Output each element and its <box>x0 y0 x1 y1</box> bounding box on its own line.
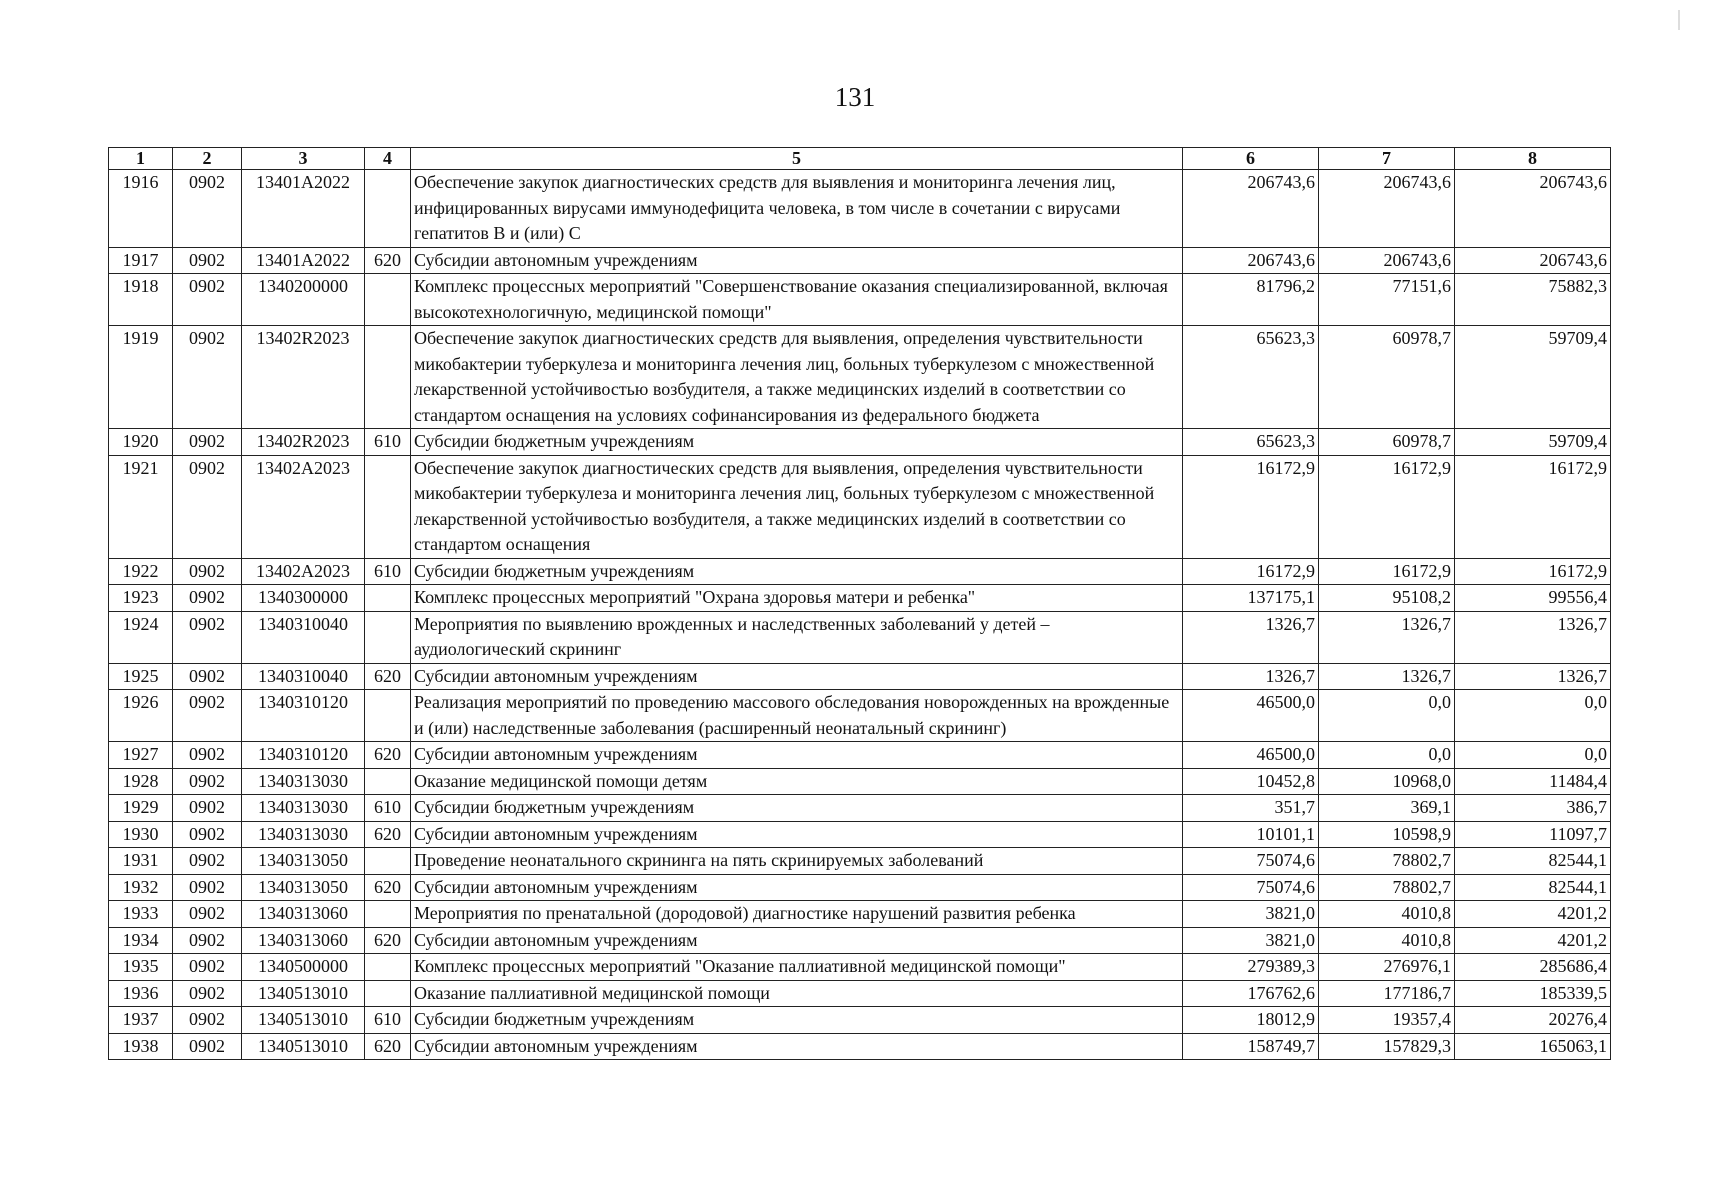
amount-col6: 65623,3 <box>1183 429 1319 456</box>
table-row <box>109 848 1611 875</box>
amount-col7: 206743,6 <box>1319 170 1455 248</box>
target-article: 13402R2023 <box>242 429 365 456</box>
amount-col7: 1326,7 <box>1319 611 1455 663</box>
item-name: Мероприятия по пренатальной (дородовой) диагностике нарушений развития ребенка <box>411 901 1183 928</box>
amount-col6: 18012,9 <box>1183 1007 1319 1034</box>
amount-col7: 16172,9 <box>1319 455 1455 558</box>
amount-col8: 11097,7 <box>1455 821 1611 848</box>
amount-col8: 0,0 <box>1455 742 1611 769</box>
scan-artifact <box>1678 10 1680 30</box>
amount-col6: 158749,7 <box>1183 1033 1319 1060</box>
expense-type: 610 <box>365 558 411 585</box>
amount-col7: 276976,1 <box>1319 954 1455 981</box>
amount-col7: 78802,7 <box>1319 874 1455 901</box>
item-name: Субсидии автономным учреждениям <box>411 247 1183 274</box>
amount-col8: 185339,5 <box>1455 980 1611 1007</box>
amount-col8: 16172,9 <box>1455 455 1611 558</box>
target-article: 1340313030 <box>242 795 365 822</box>
expense-type: 620 <box>365 927 411 954</box>
expense-type: 610 <box>365 795 411 822</box>
expense-type <box>365 848 411 875</box>
section-code: 0902 <box>173 821 242 848</box>
table-body <box>109 148 1611 1060</box>
row-number: 1929 <box>109 795 173 822</box>
row-number: 1926 <box>109 690 173 742</box>
expense-type <box>365 326 411 429</box>
item-name: Комплекс процессных мероприятий "Охрана здоровья матери и ребенка" <box>411 585 1183 612</box>
amount-col8: 59709,4 <box>1455 429 1611 456</box>
amount-col6: 137175,1 <box>1183 585 1319 612</box>
target-article: 13401A2022 <box>242 247 365 274</box>
amount-col7: 77151,6 <box>1319 274 1455 326</box>
amount-col6: 3821,0 <box>1183 927 1319 954</box>
col-header-2: 2 <box>173 148 242 170</box>
header-row <box>109 148 1611 170</box>
section-code: 0902 <box>173 455 242 558</box>
col-header-6: 6 <box>1183 148 1319 170</box>
table-row <box>109 247 1611 274</box>
table-row <box>109 874 1611 901</box>
table-row <box>109 980 1611 1007</box>
amount-col8: 16172,9 <box>1455 558 1611 585</box>
expense-type: 620 <box>365 1033 411 1060</box>
item-name: Проведение неонатального скрининга на пять скринируемых заболеваний <box>411 848 1183 875</box>
expense-type: 620 <box>365 821 411 848</box>
amount-col7: 19357,4 <box>1319 1007 1455 1034</box>
table-row <box>109 455 1611 558</box>
section-code: 0902 <box>173 795 242 822</box>
item-name: Субсидии бюджетным учреждениям <box>411 795 1183 822</box>
item-name: Оказание медицинской помощи детям <box>411 768 1183 795</box>
table-row <box>109 274 1611 326</box>
row-number: 1928 <box>109 768 173 795</box>
amount-col6: 46500,0 <box>1183 690 1319 742</box>
amount-col7: 157829,3 <box>1319 1033 1455 1060</box>
amount-col6: 10452,8 <box>1183 768 1319 795</box>
item-name: Оказание паллиативной медицинской помощи <box>411 980 1183 1007</box>
amount-col7: 60978,7 <box>1319 326 1455 429</box>
amount-col6: 16172,9 <box>1183 455 1319 558</box>
table-row <box>109 795 1611 822</box>
table-row <box>109 821 1611 848</box>
target-article: 1340513010 <box>242 980 365 1007</box>
table-row <box>109 558 1611 585</box>
table-row <box>109 326 1611 429</box>
amount-col8: 0,0 <box>1455 690 1611 742</box>
row-number: 1932 <box>109 874 173 901</box>
section-code: 0902 <box>173 558 242 585</box>
table-row <box>109 611 1611 663</box>
expense-type: 610 <box>365 1007 411 1034</box>
table-row <box>109 1007 1611 1034</box>
item-name: Реализация мероприятий по проведению массового обследования новорожденных на врожденные и (или) наследственные заболевания (расширенный неонатальный скрининг) <box>411 690 1183 742</box>
item-name: Субсидии бюджетным учреждениям <box>411 429 1183 456</box>
expense-type <box>365 980 411 1007</box>
amount-col6: 351,7 <box>1183 795 1319 822</box>
row-number: 1924 <box>109 611 173 663</box>
expense-type <box>365 455 411 558</box>
row-number: 1919 <box>109 326 173 429</box>
row-number: 1936 <box>109 980 173 1007</box>
row-number: 1916 <box>109 170 173 248</box>
amount-col8: 1326,7 <box>1455 611 1611 663</box>
col-header-3: 3 <box>242 148 365 170</box>
table-row <box>109 927 1611 954</box>
expense-type <box>365 585 411 612</box>
item-name: Субсидии автономным учреждениям <box>411 663 1183 690</box>
row-number: 1918 <box>109 274 173 326</box>
row-number: 1921 <box>109 455 173 558</box>
row-number: 1923 <box>109 585 173 612</box>
target-article: 1340200000 <box>242 274 365 326</box>
target-article: 13402A2023 <box>242 558 365 585</box>
target-article: 1340500000 <box>242 954 365 981</box>
section-code: 0902 <box>173 980 242 1007</box>
expense-type <box>365 901 411 928</box>
target-article: 1340313050 <box>242 874 365 901</box>
target-article: 1340313030 <box>242 821 365 848</box>
section-code: 0902 <box>173 768 242 795</box>
amount-col6: 16172,9 <box>1183 558 1319 585</box>
row-number: 1934 <box>109 927 173 954</box>
amount-col8: 4201,2 <box>1455 901 1611 928</box>
section-code: 0902 <box>173 274 242 326</box>
col-header-8: 8 <box>1455 148 1611 170</box>
item-name: Обеспечение закупок диагностических средств для выявления, определения чувствительности микобактерии туберкулеза и мониторинга лечения лиц, больных туберкулезом с множественной лекарственной устойчивостью возбудителя, а также медицинских изделий в соответствии со стандартом оснащения <box>411 455 1183 558</box>
item-name: Субсидии автономным учреждениям <box>411 927 1183 954</box>
table-row <box>109 170 1611 248</box>
amount-col6: 206743,6 <box>1183 247 1319 274</box>
col-header-5: 5 <box>411 148 1183 170</box>
section-code: 0902 <box>173 247 242 274</box>
col-header-4: 4 <box>365 148 411 170</box>
table-row <box>109 768 1611 795</box>
row-number: 1935 <box>109 954 173 981</box>
section-code: 0902 <box>173 742 242 769</box>
expense-type <box>365 690 411 742</box>
item-name: Субсидии бюджетным учреждениям <box>411 558 1183 585</box>
target-article: 1340313050 <box>242 848 365 875</box>
item-name: Субсидии автономным учреждениям <box>411 1033 1183 1060</box>
amount-col8: 82544,1 <box>1455 848 1611 875</box>
amount-col7: 206743,6 <box>1319 247 1455 274</box>
section-code: 0902 <box>173 848 242 875</box>
target-article: 13401A2022 <box>242 170 365 248</box>
expense-type: 620 <box>365 247 411 274</box>
table-row <box>109 585 1611 612</box>
row-number: 1920 <box>109 429 173 456</box>
amount-col6: 65623,3 <box>1183 326 1319 429</box>
item-name: Обеспечение закупок диагностических средств для выявления, определения чувствительности микобактерии туберкулеза и мониторинга лечения лиц, больных туберкулезом с множественной лекарственной устойчивостью возбудителя, а также медицинских изделий в соответствии со стандартом оснащения на условиях софинансирования из федерального бюджета <box>411 326 1183 429</box>
amount-col7: 0,0 <box>1319 742 1455 769</box>
target-article: 1340310040 <box>242 663 365 690</box>
amount-col8: 20276,4 <box>1455 1007 1611 1034</box>
table-row <box>109 954 1611 981</box>
target-article: 1340310120 <box>242 742 365 769</box>
target-article: 1340313030 <box>242 768 365 795</box>
amount-col6: 206743,6 <box>1183 170 1319 248</box>
item-name: Мероприятия по выявлению врожденных и наследственных заболеваний у детей – аудиологический скрининг <box>411 611 1183 663</box>
section-code: 0902 <box>173 611 242 663</box>
amount-col7: 177186,7 <box>1319 980 1455 1007</box>
target-article: 1340313060 <box>242 901 365 928</box>
amount-col7: 4010,8 <box>1319 901 1455 928</box>
section-code: 0902 <box>173 901 242 928</box>
row-number: 1930 <box>109 821 173 848</box>
amount-col8: 1326,7 <box>1455 663 1611 690</box>
amount-col6: 81796,2 <box>1183 274 1319 326</box>
target-article: 13402R2023 <box>242 326 365 429</box>
expense-type <box>365 274 411 326</box>
target-article: 1340513010 <box>242 1033 365 1060</box>
row-number: 1927 <box>109 742 173 769</box>
amount-col8: 99556,4 <box>1455 585 1611 612</box>
table-row <box>109 429 1611 456</box>
amount-col8: 75882,3 <box>1455 274 1611 326</box>
amount-col6: 75074,6 <box>1183 874 1319 901</box>
target-article: 1340310040 <box>242 611 365 663</box>
page-number: 131 <box>834 82 876 112</box>
target-article: 1340300000 <box>242 585 365 612</box>
section-code: 0902 <box>173 927 242 954</box>
col-header-7: 7 <box>1319 148 1455 170</box>
table-row <box>109 742 1611 769</box>
table-row <box>109 690 1611 742</box>
expense-type: 620 <box>365 874 411 901</box>
section-code: 0902 <box>173 690 242 742</box>
amount-col8: 206743,6 <box>1455 247 1611 274</box>
item-name: Субсидии автономным учреждениям <box>411 742 1183 769</box>
section-code: 0902 <box>173 585 242 612</box>
expense-type: 620 <box>365 663 411 690</box>
amount-col6: 1326,7 <box>1183 663 1319 690</box>
section-code: 0902 <box>173 170 242 248</box>
expense-type <box>365 768 411 795</box>
section-code: 0902 <box>173 874 242 901</box>
expense-type <box>365 954 411 981</box>
amount-col7: 16172,9 <box>1319 558 1455 585</box>
amount-col6: 176762,6 <box>1183 980 1319 1007</box>
amount-col8: 4201,2 <box>1455 927 1611 954</box>
amount-col7: 369,1 <box>1319 795 1455 822</box>
amount-col6: 279389,3 <box>1183 954 1319 981</box>
amount-col6: 75074,6 <box>1183 848 1319 875</box>
expense-type: 610 <box>365 429 411 456</box>
section-code: 0902 <box>173 663 242 690</box>
row-number: 1922 <box>109 558 173 585</box>
section-code: 0902 <box>173 1033 242 1060</box>
amount-col6: 46500,0 <box>1183 742 1319 769</box>
row-number: 1933 <box>109 901 173 928</box>
table-row <box>109 901 1611 928</box>
amount-col8: 11484,4 <box>1455 768 1611 795</box>
amount-col8: 82544,1 <box>1455 874 1611 901</box>
amount-col8: 206743,6 <box>1455 170 1611 248</box>
item-name: Субсидии автономным учреждениям <box>411 874 1183 901</box>
amount-col7: 4010,8 <box>1319 927 1455 954</box>
budget-table <box>108 147 1611 1060</box>
amount-col6: 1326,7 <box>1183 611 1319 663</box>
row-number: 1938 <box>109 1033 173 1060</box>
amount-col7: 10598,9 <box>1319 821 1455 848</box>
row-number: 1937 <box>109 1007 173 1034</box>
item-name: Субсидии бюджетным учреждениям <box>411 1007 1183 1034</box>
amount-col8: 59709,4 <box>1455 326 1611 429</box>
target-article: 1340313060 <box>242 927 365 954</box>
col-header-1: 1 <box>109 148 173 170</box>
amount-col7: 1326,7 <box>1319 663 1455 690</box>
row-number: 1917 <box>109 247 173 274</box>
item-name: Субсидии автономным учреждениям <box>411 821 1183 848</box>
amount-col7: 95108,2 <box>1319 585 1455 612</box>
amount-col7: 78802,7 <box>1319 848 1455 875</box>
amount-col8: 285686,4 <box>1455 954 1611 981</box>
table-row <box>109 1033 1611 1060</box>
target-article: 1340310120 <box>242 690 365 742</box>
amount-col7: 60978,7 <box>1319 429 1455 456</box>
row-number: 1931 <box>109 848 173 875</box>
target-article: 1340513010 <box>242 1007 365 1034</box>
row-number: 1925 <box>109 663 173 690</box>
section-code: 0902 <box>173 954 242 981</box>
target-article: 13402A2023 <box>242 455 365 558</box>
section-code: 0902 <box>173 326 242 429</box>
item-name: Обеспечение закупок диагностических средств для выявления и мониторинга лечения лиц, инфицированных вирусами иммунодефицита человека, в том числе в сочетании с вирусами гепатитов В и (или) С <box>411 170 1183 248</box>
expense-type <box>365 611 411 663</box>
amount-col6: 3821,0 <box>1183 901 1319 928</box>
section-code: 0902 <box>173 429 242 456</box>
amount-col7: 10968,0 <box>1319 768 1455 795</box>
item-name: Комплекс процессных мероприятий "Оказание паллиативной медицинской помощи" <box>411 954 1183 981</box>
expense-type <box>365 170 411 248</box>
table-row <box>109 663 1611 690</box>
amount-col8: 165063,1 <box>1455 1033 1611 1060</box>
item-name: Комплекс процессных мероприятий "Совершенствование оказания специализированной, включая высокотехнологичную, медицинской помощи" <box>411 274 1183 326</box>
amount-col7: 0,0 <box>1319 690 1455 742</box>
section-code: 0902 <box>173 1007 242 1034</box>
amount-col6: 10101,1 <box>1183 821 1319 848</box>
expense-type: 620 <box>365 742 411 769</box>
amount-col8: 386,7 <box>1455 795 1611 822</box>
